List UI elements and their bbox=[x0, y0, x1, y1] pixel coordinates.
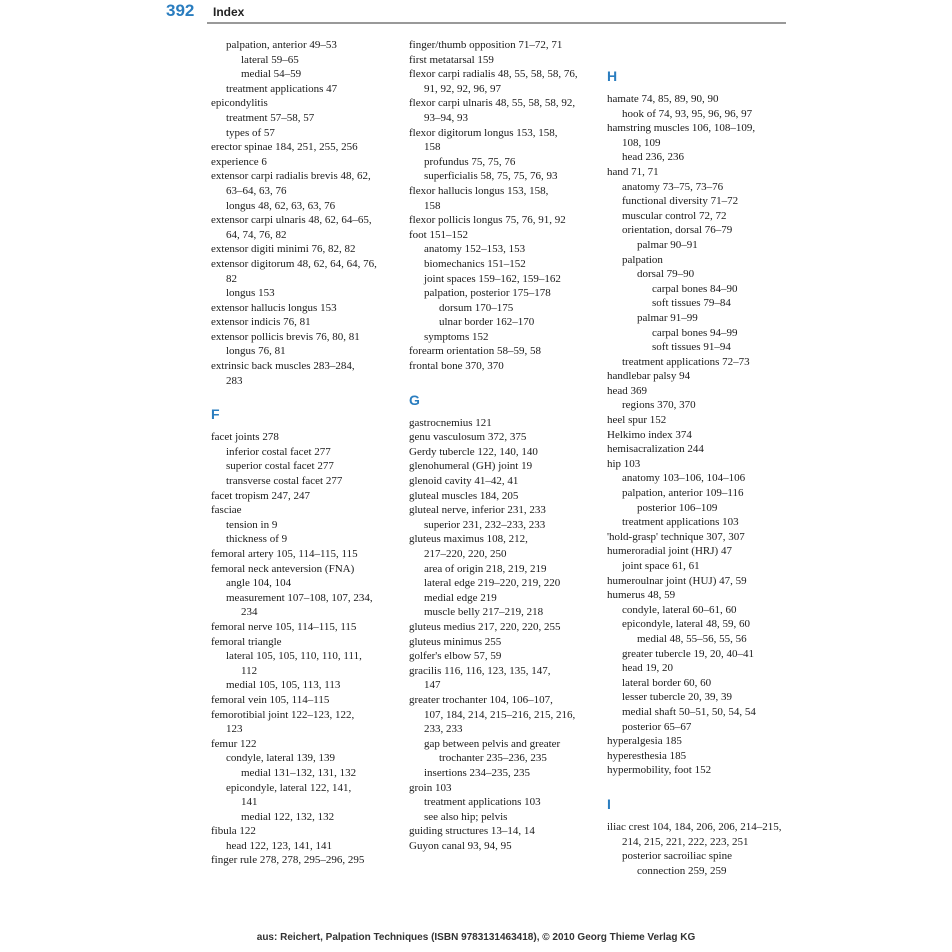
index-entry: 214, 215, 221, 222, 223, 251 bbox=[622, 835, 749, 848]
index-entry: hamate 74, 85, 89, 90, 90 bbox=[607, 93, 719, 105]
index-entry: posterior 106–109 bbox=[637, 501, 718, 514]
index-entry: gluteal muscles 184, 205 bbox=[409, 489, 519, 502]
index-entry: extensor indicis 76, 81 bbox=[211, 316, 311, 329]
index-entry: insertions 234–235, 235 bbox=[424, 766, 531, 779]
index-entry: extensor carpi radialis brevis 48, 62, bbox=[211, 170, 371, 183]
index-entry: heel spur 152 bbox=[607, 414, 667, 427]
index-entry: hypermobility, foot 152 bbox=[607, 764, 712, 777]
index-entry: longus 76, 81 bbox=[226, 345, 286, 358]
index-entry: carpal bones 94–99 bbox=[652, 326, 738, 339]
page-number: 392 bbox=[166, 1, 195, 20]
index-entry: femorotibial joint 122–123, 122, bbox=[211, 708, 355, 721]
index-entry: 158 bbox=[424, 199, 441, 212]
index-entry: medial 122, 132, 132 bbox=[241, 810, 335, 823]
index-entry: iliac crest 104, 184, 206, 206, 214–215, bbox=[607, 820, 782, 833]
index-entry: Helkimo index 374 bbox=[607, 428, 692, 441]
index-entry: superficialis 58, 75, 75, 76, 93 bbox=[424, 170, 558, 183]
index-entry: 'hold-grasp' technique 307, 307 bbox=[607, 530, 745, 543]
index-entry: orientation, dorsal 76–79 bbox=[622, 224, 733, 237]
index-entry: ulnar border 162–170 bbox=[439, 316, 535, 329]
index-entry: functional diversity 71–72 bbox=[622, 195, 739, 208]
source-footer: aus: Reichert, Palpation Techniques (ISBN 9783131463418), © 2010 Georg Thieme Verlag KG bbox=[256, 932, 696, 943]
index-entry: flexor pollicis longus 75, 76, 91, 92 bbox=[409, 214, 566, 227]
index-entry: palmar 91–99 bbox=[637, 311, 698, 324]
index-entry: thickness of 9 bbox=[226, 533, 288, 546]
index-entry: head 236, 236 bbox=[622, 151, 685, 164]
index-entry: gluteal nerve, inferior 231, 233 bbox=[409, 504, 546, 517]
index-entry: measurement 107–108, 107, 234, bbox=[226, 591, 373, 604]
index-entry: humeroradial joint (HRJ) 47 bbox=[607, 545, 732, 558]
index-entry: facet tropism 247, 247 bbox=[211, 489, 310, 502]
index-entry: head 19, 20 bbox=[622, 662, 674, 675]
index-entry: guiding structures 13–14, 14 bbox=[409, 825, 535, 838]
header-rule bbox=[207, 22, 786, 24]
index-entry: frontal bone 370, 370 bbox=[409, 360, 504, 373]
index-entry: hamstring muscles 106, 108–109, bbox=[607, 122, 756, 135]
index-entry: epicondyle, lateral 122, 141, bbox=[226, 781, 352, 794]
index-entry: symptoms 152 bbox=[424, 330, 489, 343]
index-entry: hyperesthesia 185 bbox=[607, 749, 687, 762]
index-entry: flexor digitorum longus 153, 158, bbox=[409, 126, 558, 139]
index-entry: 158 bbox=[424, 141, 441, 154]
index-entry: joint spaces 159–162, 159–162 bbox=[424, 272, 561, 285]
index-entry: inferior costal facet 277 bbox=[226, 445, 331, 458]
index-entry: palpation, posterior 175–178 bbox=[424, 287, 551, 300]
index-entry: 147 bbox=[424, 679, 441, 692]
index-entry: longus 153 bbox=[226, 287, 275, 300]
index-entry: golfer's elbow 57, 59 bbox=[409, 650, 502, 663]
index-entry: greater trochanter 104, 106–107, bbox=[409, 693, 553, 706]
index-entry: 82 bbox=[226, 272, 237, 285]
index-entry: 108, 109 bbox=[622, 136, 661, 149]
index-entry: gracilis 116, 116, 123, 135, 147, bbox=[409, 664, 551, 677]
index-entry: dorsum 170–175 bbox=[439, 301, 514, 314]
index-entry: posterior sacroiliac spine bbox=[622, 850, 732, 863]
index-entry: treatment 57–58, 57 bbox=[226, 111, 315, 124]
index-entry: treatment applications 72–73 bbox=[622, 355, 750, 368]
index-entry: head 369 bbox=[607, 384, 648, 397]
index-entry: transverse costal facet 277 bbox=[226, 475, 343, 488]
index-entry: muscle belly 217–219, 218 bbox=[424, 606, 544, 619]
index-entry: extensor hallucis longus 153 bbox=[211, 301, 337, 314]
index-entry: medial 48, 55–56, 55, 56 bbox=[637, 632, 747, 645]
index-entry: lateral border 60, 60 bbox=[622, 676, 712, 689]
index-entry: soft tissues 79–84 bbox=[652, 297, 731, 310]
index-entry: hip 103 bbox=[607, 457, 641, 470]
index-entry: hand 71, 71 bbox=[607, 165, 659, 178]
index-entry: carpal bones 84–90 bbox=[652, 282, 738, 295]
index-entry: soft tissues 91–94 bbox=[652, 341, 731, 354]
index-entry: lateral edge 219–220, 219, 220 bbox=[424, 577, 561, 590]
index-entry: types of 57 bbox=[226, 126, 275, 139]
index-entry: gastrocnemius 121 bbox=[409, 416, 492, 429]
index-entry: gluteus medius 217, 220, 220, 255 bbox=[409, 620, 561, 633]
index-entry: treatment applications 47 bbox=[226, 82, 338, 95]
index-entry: epicondyle, lateral 48, 59, 60 bbox=[622, 618, 750, 631]
index-entry: finger rule 278, 278, 295–296, 295 bbox=[211, 854, 365, 867]
index-entry: angle 104, 104 bbox=[226, 577, 292, 590]
index-entry: joint space 61, 61 bbox=[622, 560, 700, 572]
index-entry: see also hip; pelvis bbox=[424, 810, 508, 823]
index-entry: superior 231, 232–233, 233 bbox=[424, 518, 546, 531]
index-entry: flexor hallucis longus 153, 158, bbox=[409, 184, 549, 197]
index-entry: tension in 9 bbox=[226, 518, 278, 531]
index-entry: hyperalgesia 185 bbox=[607, 735, 682, 748]
index-column-1 bbox=[211, 38, 401, 868]
index-entry: gap between pelvis and greater bbox=[424, 737, 561, 750]
page-title: Index bbox=[213, 5, 245, 19]
section-letter: H bbox=[607, 68, 618, 84]
index-entry: erector spinae 184, 251, 255, 256 bbox=[211, 141, 358, 154]
index-entry: head 122, 123, 141, 141 bbox=[226, 839, 333, 852]
index-entry: gluteus maximus 108, 212, bbox=[409, 533, 528, 546]
index-entry: palpation bbox=[622, 253, 663, 266]
index-entry: hook of 74, 93, 95, 96, 96, 97 bbox=[622, 107, 753, 120]
index-entry: lateral 59–65 bbox=[241, 53, 299, 66]
index-entry: condyle, lateral 139, 139 bbox=[226, 752, 336, 765]
index-column-3 bbox=[607, 50, 797, 878]
index-entry: 141 bbox=[241, 796, 258, 809]
index-entry: medial edge 219 bbox=[424, 591, 497, 604]
index-entry: extensor carpi ulnaris 48, 62, 64–65, bbox=[211, 214, 372, 227]
index-entry: anatomy 103–106, 104–106 bbox=[622, 472, 746, 485]
index-entry: 123 bbox=[226, 723, 243, 736]
index-entry: 217–220, 220, 250 bbox=[424, 548, 507, 560]
section-letter: I bbox=[607, 795, 611, 812]
index-entry: greater tubercle 19, 20, 40–41 bbox=[622, 647, 754, 660]
index-entry: handlebar palsy 94 bbox=[607, 370, 691, 383]
index-entry: 112 bbox=[241, 664, 258, 677]
index-entry: 283 bbox=[226, 374, 243, 387]
index-entry: Gerdy tubercle 122, 140, 140 bbox=[409, 445, 538, 458]
index-entry: medial shaft 50–51, 50, 54, 54 bbox=[622, 705, 756, 718]
index-entry: superior costal facet 277 bbox=[226, 460, 334, 473]
index-entry: palpation, anterior 49–53 bbox=[226, 39, 337, 51]
index-entry: anatomy 152–153, 153 bbox=[424, 243, 526, 256]
index-entry: extrinsic back muscles 283–284, bbox=[211, 360, 355, 373]
index-entry: treatment applications 103 bbox=[424, 796, 541, 809]
index-entry: femoral neck anteversion (FNA) bbox=[211, 562, 355, 575]
index-entry: condyle, lateral 60–61, 60 bbox=[622, 603, 737, 616]
index-entry: femoral triangle bbox=[211, 635, 282, 648]
index-entry: epicondylitis bbox=[211, 97, 268, 110]
index-entry: extensor pollicis brevis 76, 80, 81 bbox=[211, 330, 360, 343]
index-entry: 234 bbox=[241, 606, 258, 619]
index-entry: biomechanics 151–152 bbox=[424, 257, 526, 270]
page-header bbox=[0, 0, 952, 30]
index-column-2 bbox=[409, 38, 599, 853]
index-entry: lateral 105, 105, 110, 110, 111, bbox=[226, 650, 362, 663]
index-entry: 63–64, 63, 76 bbox=[226, 184, 287, 197]
index-entry: genu vasculosum 372, 375 bbox=[409, 431, 527, 444]
index-entry: finger/thumb opposition 71–72, 71 bbox=[409, 39, 563, 51]
index-entry: regions 370, 370 bbox=[622, 399, 696, 412]
index-entry: gluteus minimus 255 bbox=[409, 635, 502, 648]
index-entry: femoral artery 105, 114–115, 115 bbox=[211, 548, 358, 560]
index-entry: posterior 65–67 bbox=[622, 720, 692, 733]
index-entry: medial 54–59 bbox=[241, 68, 302, 81]
index-entry: profundus 75, 75, 76 bbox=[424, 155, 516, 168]
index-entry: anatomy 73–75, 73–76 bbox=[622, 180, 724, 193]
index-entry: forearm orientation 58–59, 58 bbox=[409, 345, 541, 358]
index-entry: glenoid cavity 41–42, 41 bbox=[409, 475, 519, 488]
index-entry: trochanter 235–236, 235 bbox=[439, 752, 547, 765]
index-entry: glenohumeral (GH) joint 19 bbox=[409, 460, 533, 473]
index-entry: femur 122 bbox=[211, 737, 257, 750]
index-entry: palpation, anterior 109–116 bbox=[622, 487, 744, 500]
index-entry: humerus 48, 59 bbox=[607, 589, 676, 602]
index-entry: hemisacralization 244 bbox=[607, 443, 704, 456]
index-entry: treatment applications 103 bbox=[622, 516, 739, 529]
index-entry: connection 259, 259 bbox=[637, 864, 727, 877]
index-entry: 64, 74, 76, 82 bbox=[226, 228, 287, 241]
index-entry: facet joints 278 bbox=[211, 431, 279, 444]
index-entry: flexor carpi radialis 48, 55, 58, 58, 76, bbox=[409, 68, 578, 81]
index-entry: longus 48, 62, 63, 63, 76 bbox=[226, 199, 336, 212]
section-letter: F bbox=[211, 406, 220, 423]
index-entry: femoral nerve 105, 114–115, 115 bbox=[211, 620, 357, 633]
index-entry: extensor digitorum 48, 62, 64, 64, 76, bbox=[211, 257, 377, 270]
section-letter: G bbox=[409, 391, 420, 408]
index-entry: first metatarsal 159 bbox=[409, 53, 494, 66]
index-entry: 91, 92, 92, 96, 97 bbox=[424, 82, 501, 95]
index-entry: muscular control 72, 72 bbox=[622, 209, 727, 222]
index-entry: medial 105, 105, 113, 113 bbox=[226, 679, 341, 692]
index-entry: medial 131–132, 131, 132 bbox=[241, 766, 357, 779]
index-entry: humeroulnar joint (HUJ) 47, 59 bbox=[607, 574, 747, 587]
index-entry: area of origin 218, 219, 219 bbox=[424, 562, 547, 575]
index-entry: femoral vein 105, 114–115 bbox=[211, 693, 330, 706]
index-entry: 93–94, 93 bbox=[424, 111, 468, 124]
index-entry: lesser tubercle 20, 39, 39 bbox=[622, 691, 732, 704]
index-entry: extensor digiti minimi 76, 82, 82 bbox=[211, 243, 356, 256]
index-entry: groin 103 bbox=[409, 781, 452, 794]
index-entry: dorsal 79–90 bbox=[637, 268, 695, 281]
index-entry: flexor carpi ulnaris 48, 55, 58, 58, 92, bbox=[409, 97, 576, 110]
index-entry: palmar 90–91 bbox=[637, 238, 698, 251]
index-entry: experience 6 bbox=[211, 155, 267, 168]
index-entry: 233, 233 bbox=[424, 723, 463, 736]
index-entry: foot 151–152 bbox=[409, 228, 468, 241]
index-entry: fibula 122 bbox=[211, 825, 256, 838]
index-entry: fasciae bbox=[211, 504, 242, 517]
index-entry: Guyon canal 93, 94, 95 bbox=[409, 839, 512, 852]
index-entry: 107, 184, 214, 215–216, 215, 216, bbox=[424, 708, 576, 721]
